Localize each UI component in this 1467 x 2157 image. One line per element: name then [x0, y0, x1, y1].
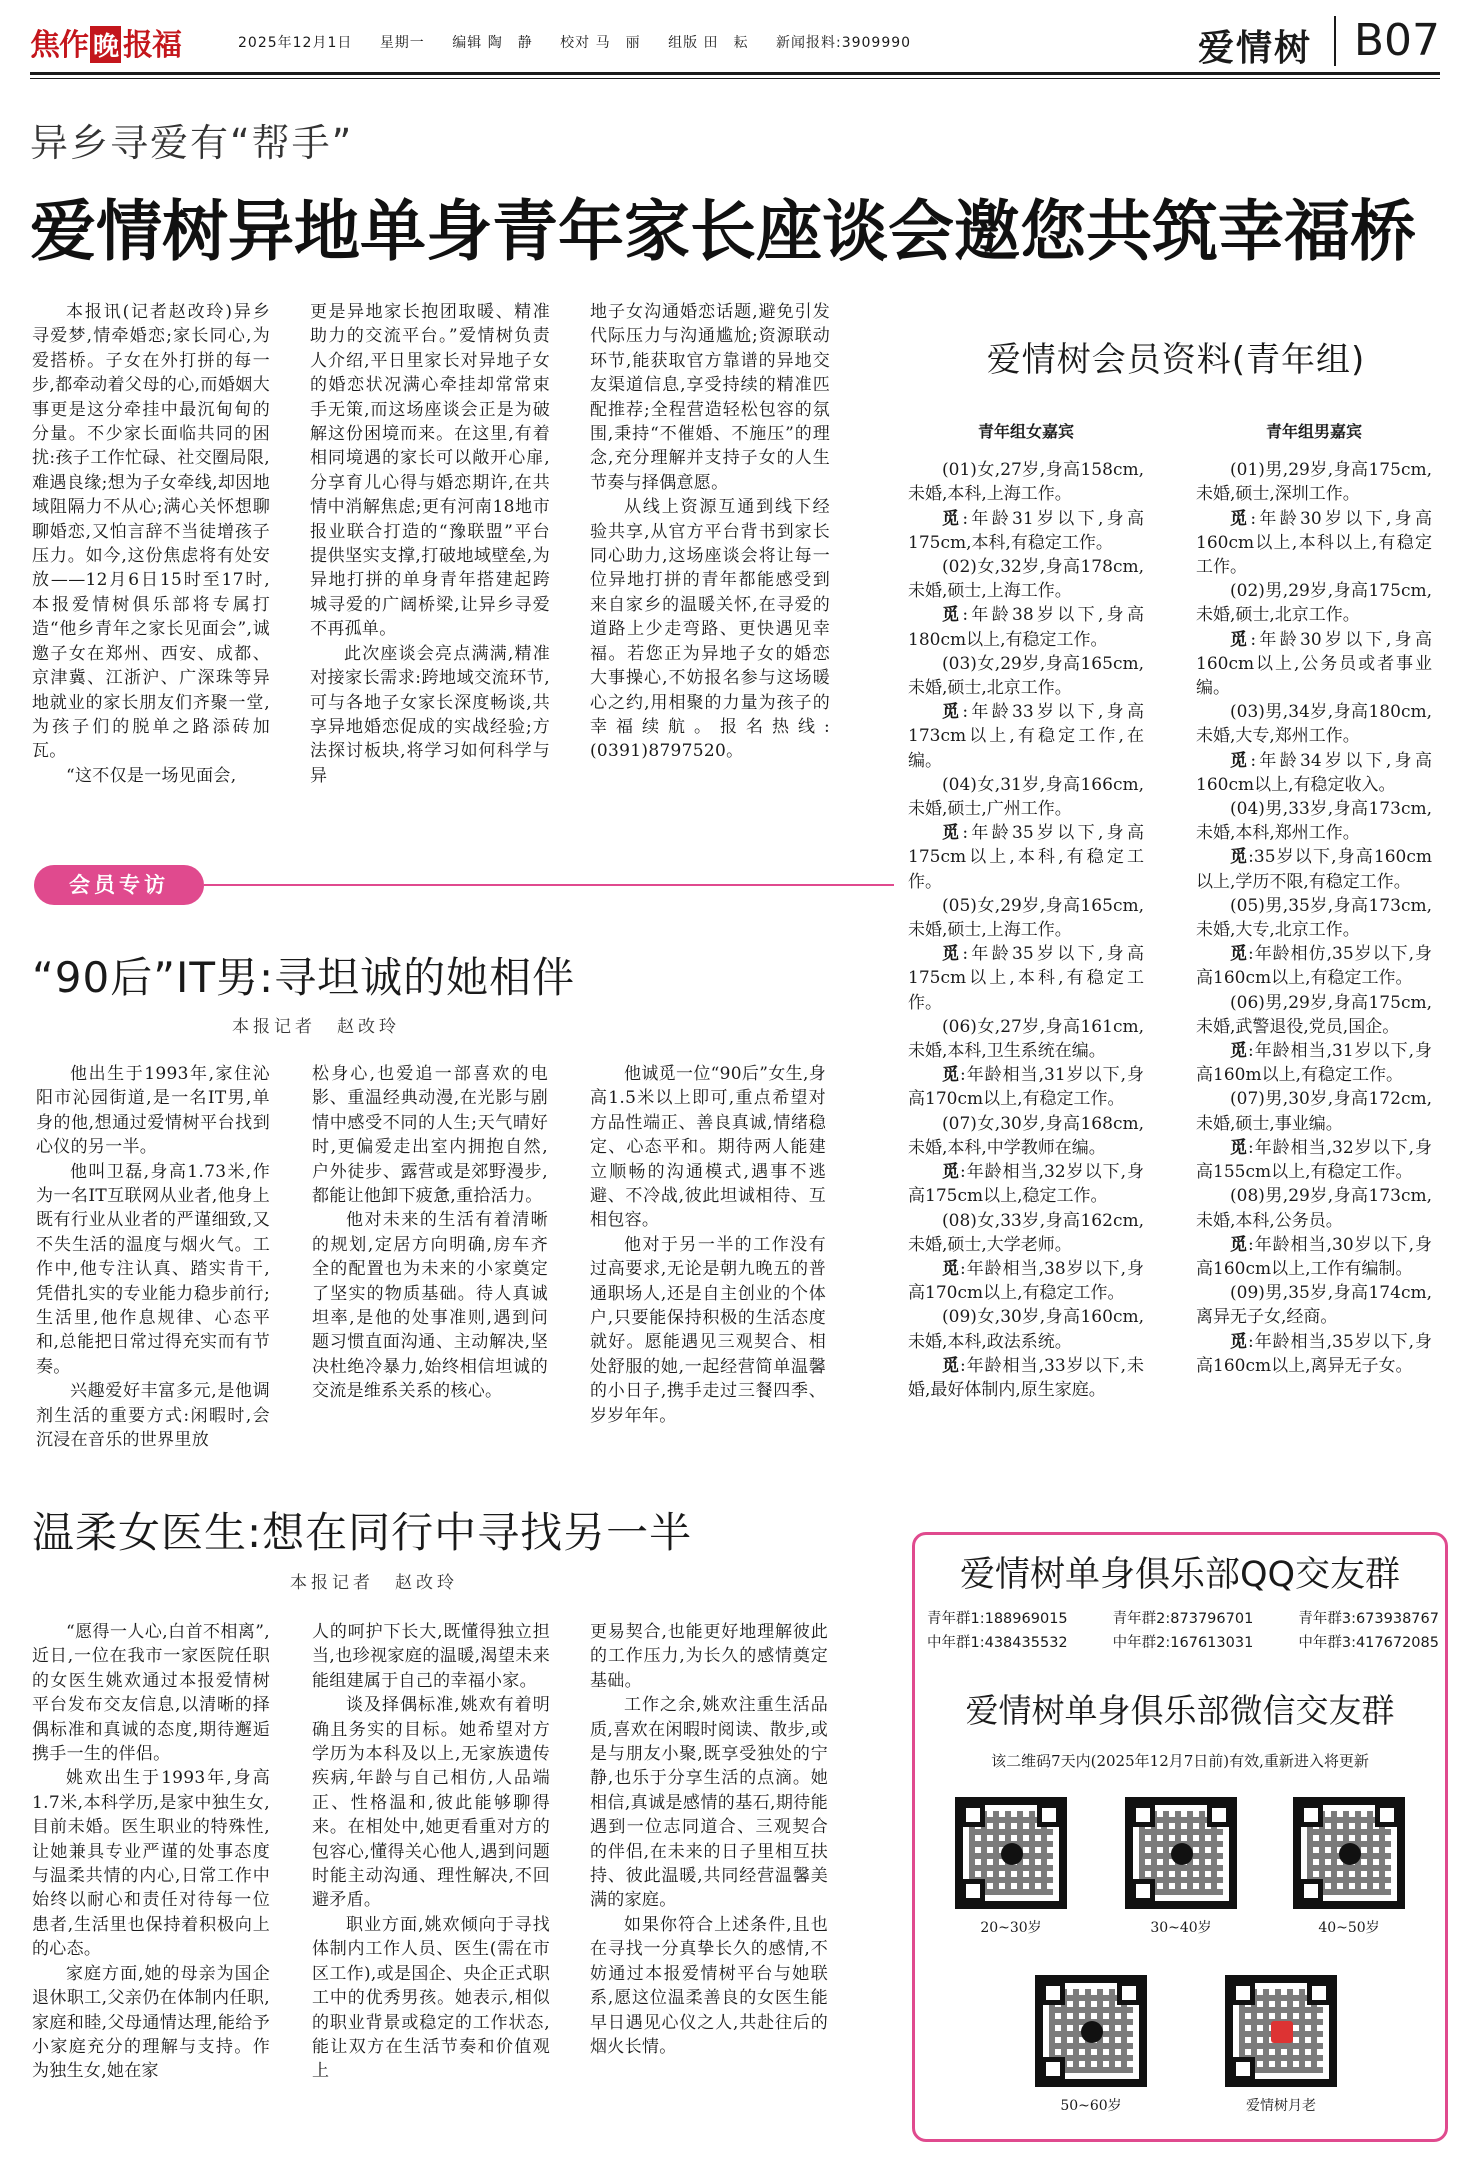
- qr-code-icon: [1035, 1975, 1147, 2087]
- female-members-heading: 青年组女嘉宾: [977, 422, 1074, 441]
- paragraph: 此次座谈会亮点满满,精准对接家长需求:跨地域交流环节,可与各地子女家长深度畅谈,共享异地婚恋促成的实战经验;方法探讨板块,将学习如何科学与异: [310, 643, 550, 786]
- member-entry: [908, 1112, 1144, 1209]
- proof-credit: 校对 马 丽: [560, 35, 641, 51]
- paragraph: 地子女沟通婚恋话题,避免引发代际压力与沟通尴尬;资源联动环节,能获取官方靠谱的异地交友渠道信息,享受持续的精准匹配推荐;全程营造轻松包容的氛围,秉持“不催婚、不施压”的理念,充分理解并支持子女的人生节奏与择偶意愿。: [590, 302, 830, 493]
- member-entry: [1196, 1281, 1432, 1378]
- paragraph: 如果你符合上述条件,且也在寻找一分真挚长久的感情,不妨通过本报爱情树平台与她联系,愿这位温柔善良的女医生能早日遇见心仪之人,共赴往后的烟火长情。: [590, 1914, 828, 2057]
- seek-label: 觅: [1230, 1137, 1248, 1158]
- paragraph: 更易契合,也能更好地理解彼此的工作压力,为长久的感情奠定基础。: [590, 1622, 828, 1691]
- seek-label: 觅: [1230, 1331, 1248, 1352]
- member-seeking: [908, 1354, 1144, 1402]
- member-seeking: [908, 603, 1144, 651]
- qr-validity-note: 该二维码7天内(2025年12月7日前)有效,重新进入将更新: [991, 1752, 1369, 1770]
- seek-text: :年龄34岁以下,身高160cm以上,有稳定收入。: [1196, 750, 1433, 795]
- member-profile: (06)女,27岁,身高161cm,未婚,本科,卫生系统在编。: [908, 1016, 1144, 1062]
- seek-text: :年龄35岁以下,身高175cm以上,本科,有稳定工作。: [908, 944, 1145, 1013]
- qr-code-50-60[interactable]: [1035, 1975, 1147, 2115]
- seek-label: 觅: [942, 823, 963, 844]
- member-entry: [1196, 797, 1432, 894]
- member-profile: (08)男,29岁,身高173cm,未婚,本科,公务员。: [1196, 1186, 1432, 1231]
- member-entry: [908, 1015, 1144, 1112]
- it-column-3: [590, 1062, 826, 1474]
- seek-text: :年龄相仿,35岁以下,身高160cm以上,有稳定工作。: [1196, 944, 1432, 989]
- seek-text: :年龄相当,35岁以下,身高160cm以上,离异无子女。: [1196, 1331, 1432, 1376]
- doctor-column-2: [312, 1620, 550, 2146]
- paragraph: 他诚觅一位“90后”女生,身高1.5米以上即可,重点希望对方品性端正、善良真诚,情绪稳定、心态平和。期待两人能建立顺畅的沟通模式,遇事不逃避、不冷战,彼此坦诚相待、互相包容。: [590, 1064, 826, 1231]
- member-seeking: [1196, 1039, 1432, 1087]
- paragraph: 松身心,也爱追一部喜欢的电影、重温经典动漫,在光影与剧情中感受不同的人生;天气晴好时,更偏爱走出室内拥抱自然,户外徒步、露营或是郊野漫步,都能让他卸下疲惫,重拾活力。: [312, 1064, 548, 1207]
- member-entry: [1196, 991, 1432, 1088]
- qq-group-number: 中年群3:417672085: [1298, 1635, 1439, 1651]
- member-seeking: [908, 700, 1144, 773]
- male-members-heading: 青年组男嘉宾: [1265, 422, 1362, 441]
- member-profile: (09)男,35岁,身高174cm,离异无子女,经商。: [1196, 1283, 1432, 1328]
- seek-text: :年龄35岁以下,身高175cm以上,本科,有稳定工作。: [908, 823, 1145, 892]
- qr-code-40-50[interactable]: [1293, 1797, 1405, 1937]
- seek-label: 觅: [1230, 1041, 1248, 1062]
- news-hotline: 新闻报料:3909990: [775, 35, 912, 51]
- qq-row-youth: [927, 1607, 1439, 1631]
- member-profile: (05)男,35岁,身高173cm,未婚,大专,北京工作。: [1196, 895, 1432, 941]
- qq-group-title: 爱情树单身俱乐部QQ交友群: [959, 1555, 1401, 1595]
- masthead-rule: [30, 72, 1440, 75]
- section-name: 爱情树: [1197, 28, 1312, 69]
- member-entry: [1196, 458, 1432, 579]
- seek-text: :年龄相当,31岁以下,身高170cm以上,有稳定工作。: [908, 1065, 1144, 1110]
- member-seeking: [1196, 1136, 1432, 1184]
- member-entry: [908, 894, 1144, 1015]
- member-entry: [908, 1209, 1144, 1306]
- member-seeking: [1196, 1233, 1432, 1281]
- member-profile: (06)男,29岁,身高175cm,未婚,武警退役,党员,国企。: [1196, 992, 1432, 1037]
- seek-text: :年龄30岁以下,身高160cm以上,公务员或者事业编。: [1196, 629, 1433, 699]
- it-story-byline: 本报记者 赵改玲: [232, 1017, 400, 1037]
- doctor-story-byline: 本报记者 赵改玲: [290, 1573, 458, 1593]
- qq-row-middle-age: [927, 1631, 1439, 1655]
- masthead: [30, 14, 1440, 70]
- member-entry: [908, 1305, 1144, 1402]
- paragraph: 他对于另一半的工作没有过高要求,无论是朝九晚五的普通职场人,还是自主创业的个体户,只要能保持积极的生活态度就好。愿能遇见三观契合、相处舒服的她,一起经营简单温馨的小日子,携手走过三餐四季、岁岁年年。: [590, 1234, 826, 1426]
- member-profile: (09)女,30岁,身高160cm,未婚,本科,政法系统。: [908, 1307, 1144, 1352]
- qq-group-number: 中年群1:438435532: [927, 1635, 1068, 1651]
- club-box: [912, 1532, 1448, 2142]
- member-profile: (03)女,29岁,身高165cm,未婚,硕士,北京工作。: [908, 653, 1144, 699]
- editor-credit: 编辑 陶 静: [452, 35, 533, 51]
- lead-column-1: [32, 300, 270, 824]
- wechat-group-title: 爱情树单身俱乐部微信交友群: [965, 1691, 1395, 1730]
- issue-weekday: 星期一: [379, 35, 425, 51]
- seek-label: 觅: [942, 1258, 960, 1279]
- member-entry: [1196, 700, 1432, 797]
- seek-label: 觅: [1230, 508, 1251, 529]
- member-seeking: [908, 1160, 1144, 1208]
- member-entry: [1196, 1184, 1432, 1281]
- member-entry: [908, 555, 1144, 652]
- member-entry: [1196, 1087, 1432, 1184]
- masthead-rule-thin: [30, 78, 1440, 79]
- member-seeking: [1196, 942, 1432, 990]
- paragraph: “这不仅是一场见面会,: [66, 765, 237, 786]
- qr-code-icon: [1125, 1797, 1237, 1909]
- seek-text: :年龄相当,38岁以下,身高170cm以上,有稳定工作。: [908, 1258, 1144, 1304]
- member-seeking: [1196, 749, 1432, 797]
- paragraph: 谈及择偶标准,姚欢有着明确且务实的目标。她希望对方学历为本科及以上,无家族遗传疾病,年龄与自己相仿,人品端正、性格温和,彼此能够聊得来。在相处中,她更看重对方的包容心,懂得关心他人,遇到问题时能主动沟通、理性解决,不回避矛盾。: [312, 1695, 550, 1911]
- paragraph: 职业方面,姚欢倾向于寻找体制内工作人员、医生(需在市区工作),或是国企、央企正式职工中的优秀男孩。她表示,相似的职业背景或稳定的工作状态,能让双方在生活节奏和价值观上: [312, 1914, 550, 2082]
- member-interview-badge: 会员专访: [34, 865, 204, 905]
- lead-column-2: [310, 300, 550, 824]
- lead-kicker: 异乡寻爱有“帮手”: [30, 121, 354, 165]
- paragraph: 工作之余,姚欢注重生活品质,喜欢在闲暇时阅读、散步,或是与朋友小聚,既享受独处的宁静,也乐于分享生活的点滴。她相信,真诚是感情的基石,期待能遇到一位志同道合、三观契合的伴侣,在未来的日子里相互扶持、彼此温暖,共同经营温馨美满的家庭。: [590, 1695, 828, 1911]
- it-column-2: [312, 1062, 548, 1474]
- paragraph: 家庭方面,她的母亲为国企退休职工,父亲仍在体制内任职,家庭和睦,父母通情达理,能给予小家庭充分的理解与支持。作为独生女,她在家: [32, 1963, 270, 2082]
- seek-label: 觅: [942, 944, 963, 965]
- seek-text: :年龄31岁以下,身高175cm,本科,有稳定工作。: [908, 508, 1145, 553]
- seek-text: :年龄38岁以下,身高180cm以上,有稳定工作。: [908, 605, 1145, 650]
- paragraph: 姚欢出生于1993年,身高1.7米,本科学历,是家中独生女,目前未婚。医生职业的特殊性,让她兼具专业严谨的处事态度与温柔共情的内心,日常工作中始终以耐心和责任对待每一位患者,生活里也保持着积极向上的心态。: [32, 1768, 270, 1960]
- paragraph: “愿得一人心,白首不相离”,近日,一位在我市一家医院任职的女医生姚欢通过本报爱情树平台发布交友信息,以清晰的择偶标准和真诚的态度,期待邂逅携手一生的伴侣。: [32, 1622, 270, 1765]
- member-seeking: [1196, 1330, 1432, 1378]
- lead-headline: 爱情树异地单身青年家长座谈会邀您共筑幸福桥: [30, 193, 1416, 270]
- seek-text: :年龄相当,32岁以下,身高155cm以上,有稳定工作。: [1196, 1137, 1432, 1183]
- seek-label: 觅: [942, 1355, 960, 1376]
- member-profile: (04)男,33岁,身高173cm,未婚,本科,郑州工作。: [1196, 799, 1432, 844]
- member-seeking: [908, 507, 1144, 555]
- seek-label: 觅: [942, 1065, 960, 1086]
- seek-label: 觅: [1230, 847, 1249, 868]
- issue-date: 2025年12月1日: [238, 35, 353, 51]
- member-profile: (02)男,29岁,身高175cm,未婚,硕士,北京工作。: [1196, 581, 1432, 626]
- layout-credit: 组版 田 耘: [668, 35, 749, 51]
- lead-column-3: [590, 300, 830, 824]
- qq-group-number: 中年群2:167613031: [1112, 1635, 1254, 1651]
- seek-label: 觅: [1230, 629, 1251, 650]
- member-entry: [908, 652, 1144, 773]
- member-profile: (07)男,30岁,身高172cm,未婚,硕士,事业编。: [1196, 1089, 1432, 1134]
- qr-label: 50~60岁: [1060, 2098, 1122, 2114]
- paragraph: 兴趣爱好丰富多元,是他调剂生活的重要方式:闲暇时,会沉浸在音乐的世界里放: [36, 1381, 270, 1451]
- member-profile: (03)男,34岁,身高180cm,未婚,大专,郑州工作。: [1196, 702, 1432, 747]
- member-seeking: [1196, 845, 1432, 893]
- member-entry: [908, 458, 1144, 555]
- badge-rule: [204, 884, 894, 886]
- paragraph: 他叫卫磊,身高1.73米,作为一名IT互联网从业者,他身上既有行业从业者的严谨细致,又不失生活的温度与烟火气。工作中,他专注认真、踏实肯干,凭借扎实的专业能力稳步前行;生活里,他作息规律、心态平和,总能把日常过得充实而有节奏。: [36, 1161, 270, 1377]
- member-profile: (05)女,29岁,身高165cm,未婚,硕士,上海工作。: [908, 895, 1144, 941]
- qr-label: 爱情树月老: [1246, 2098, 1316, 2114]
- issue-meta: [238, 32, 933, 52]
- seek-label: 觅: [942, 605, 963, 626]
- newspaper-logo: 焦作 晚 报福: [30, 28, 182, 63]
- seek-label: 觅: [942, 508, 963, 529]
- qq-group-list: [927, 1607, 1439, 1655]
- member-seeking: [908, 1257, 1144, 1305]
- seek-label: 觅: [1230, 750, 1251, 771]
- qq-group-number: 青年群3:673938767: [1298, 1611, 1439, 1627]
- seek-label: 觅: [1230, 1234, 1248, 1255]
- member-profile: (01)男,29岁,身高175cm,未婚,硕士,深圳工作。: [1196, 460, 1432, 505]
- seek-text: :年龄相当,32岁以下,身高175cm以上,稳定工作。: [908, 1162, 1144, 1207]
- members-title: 爱情树会员资料(青年组): [986, 340, 1366, 380]
- female-members-column: [908, 420, 1144, 1402]
- paragraph: 人的呵护下长大,既懂得独立担当,也珍视家庭的温暖,渴望未来能组建属于自己的幸福小家。: [312, 1622, 550, 1691]
- seek-text: :年龄33岁以下,身高173cm以上,有稳定工作,在编。: [908, 702, 1145, 771]
- seek-text: :年龄30岁以下,身高160cm以上,本科以上,有稳定工作。: [1196, 508, 1433, 578]
- it-story-title: “90后”IT男:寻坦诚的她相伴: [32, 953, 576, 1002]
- member-entry: [1196, 894, 1432, 991]
- qq-group-number: 青年群1:188969015: [927, 1611, 1068, 1627]
- paragraph: 更是异地家长抱团取暖、精准助力的交流平台。”爱情树负责人介绍,平日里家长对异地子女的婚恋状况满心牵挂却常常束手无策,而这场座谈会正是为破解这份困境而来。在这里,有着相同境遇的家长可以敞开心扉,分享育儿心得与婚恋期许,在共情中消解焦虑;更有河南18地市报业联合打造的“豫联盟”平台提供坚实支撑,打破地域壁垒,为异地打拼的单身青年搭建起跨城寻爱的广阔桥梁,让异乡寻爱不再孤单。: [310, 302, 550, 640]
- paragraph: 从线上资源互通到线下经验共享,从官方平台背书到家长同心助力,这场座谈会将让每一位异地打拼的青年都能感受到来自家乡的温暖关怀,在寻爱的道路上少走弯路、更快遇见幸福。若您正为异地子女的婚恋大事操心,不妨报名参与这场暖心之约,用相聚的力量为孩子的幸福续航。报名热线:(0391)8797520。: [590, 497, 830, 762]
- member-seeking: [1196, 507, 1432, 580]
- member-seeking: [908, 942, 1144, 1015]
- paragraph: 他对未来的生活有着清晰的规划,定居方向明确,房车齐全的配置也为未来的小家奠定了坚实的物质基础。待人真诚坦率,是他的处事准则,遇到问题习惯直面沟通、主动解决,坚决杜绝冷暴力,始终相信坦诚的交流是维系关系的核心。: [312, 1210, 548, 1402]
- qr-label: 20~30岁: [980, 1920, 1042, 1936]
- seek-label: 觅: [942, 1162, 960, 1183]
- seek-text: :年龄相当,30岁以下,身高160cm以上,工作有编制。: [1196, 1234, 1432, 1279]
- qr-code-matchmaker[interactable]: [1225, 1975, 1337, 2115]
- male-members-column: [1196, 420, 1432, 1378]
- page-number: B07: [1334, 16, 1440, 66]
- member-seeking: [1196, 628, 1432, 701]
- member-profile: (02)女,32岁,身高178cm,未婚,硕士,上海工作。: [908, 557, 1144, 602]
- member-profile: (08)女,33岁,身高162cm,未婚,硕士,大学老师。: [908, 1210, 1144, 1255]
- member-seeking: [908, 821, 1144, 894]
- qr-code-icon: [955, 1797, 1067, 1909]
- seek-text: :35岁以下,身高160cm以上,学历不限,有稳定工作。: [1196, 847, 1433, 892]
- qr-code-icon: [1225, 1975, 1337, 2087]
- doctor-column-1: [32, 1620, 270, 2146]
- member-seeking: [908, 1063, 1144, 1111]
- seek-text: :年龄相当,31岁以下,身高160m以上,有稳定工作。: [1196, 1041, 1432, 1086]
- doctor-story-title: 温柔女医生:想在同行中寻找另一半: [32, 1508, 693, 1557]
- qr-code-20-30[interactable]: [955, 1797, 1067, 1937]
- member-profile: (04)女,31岁,身高166cm,未婚,硕士,广州工作。: [908, 774, 1144, 820]
- qr-label: 30~40岁: [1150, 1920, 1212, 1936]
- qr-code-30-40[interactable]: [1125, 1797, 1237, 1937]
- seek-text: :年龄相当,33岁以下,未婚,最好体制内,原生家庭。: [908, 1355, 1144, 1400]
- paragraph: 他出生于1993年,家住沁阳市沁园街道,是一名IT男,单身的他,想通过爱情树平台找到心仪的另一半。: [36, 1064, 270, 1158]
- doctor-column-3: [590, 1620, 828, 2146]
- it-column-1: [36, 1062, 270, 1474]
- paragraph: 本报讯(记者赵改玲)异乡寻爱梦,情牵婚恋;家长同心,为爱搭桥。子女在外打拼的每一步,都牵动着父母的心,而婚姻大事更是这分牵挂中最沉甸甸的分量。不少家长面临共同的困扰:孩子工作忙碌、社交圈局限,难遇良缘;想为子女牵线,却因地域阻隔力不从心;满心关怀想聊聊婚恋,又怕言辞不当徒增孩子压力。如今,这份焦虑将有处安放——12月6日15时至17时,本报爱情树俱乐部将专属打造“他乡青年之家长见面会”,诚邀子女在郑州、西安、成都、京津冀、江浙沪、广深珠等异地就业的家长朋友们齐聚一堂,为孩子们的脱单之路添砖加瓦。: [32, 302, 270, 762]
- member-entry: [1196, 579, 1432, 700]
- seek-label: 觅: [942, 702, 963, 723]
- member-profile: (01)女,27岁,身高158cm,未婚,本科,上海工作。: [908, 460, 1144, 505]
- qr-code-icon: [1293, 1797, 1405, 1909]
- qq-group-number: 青年群2:873796701: [1112, 1611, 1254, 1627]
- member-entry: [908, 773, 1144, 894]
- seek-label: 觅: [1230, 944, 1248, 965]
- qr-label: 40~50岁: [1318, 1920, 1380, 1936]
- member-profile: (07)女,30岁,身高168cm,未婚,本科,中学教师在编。: [908, 1113, 1144, 1158]
